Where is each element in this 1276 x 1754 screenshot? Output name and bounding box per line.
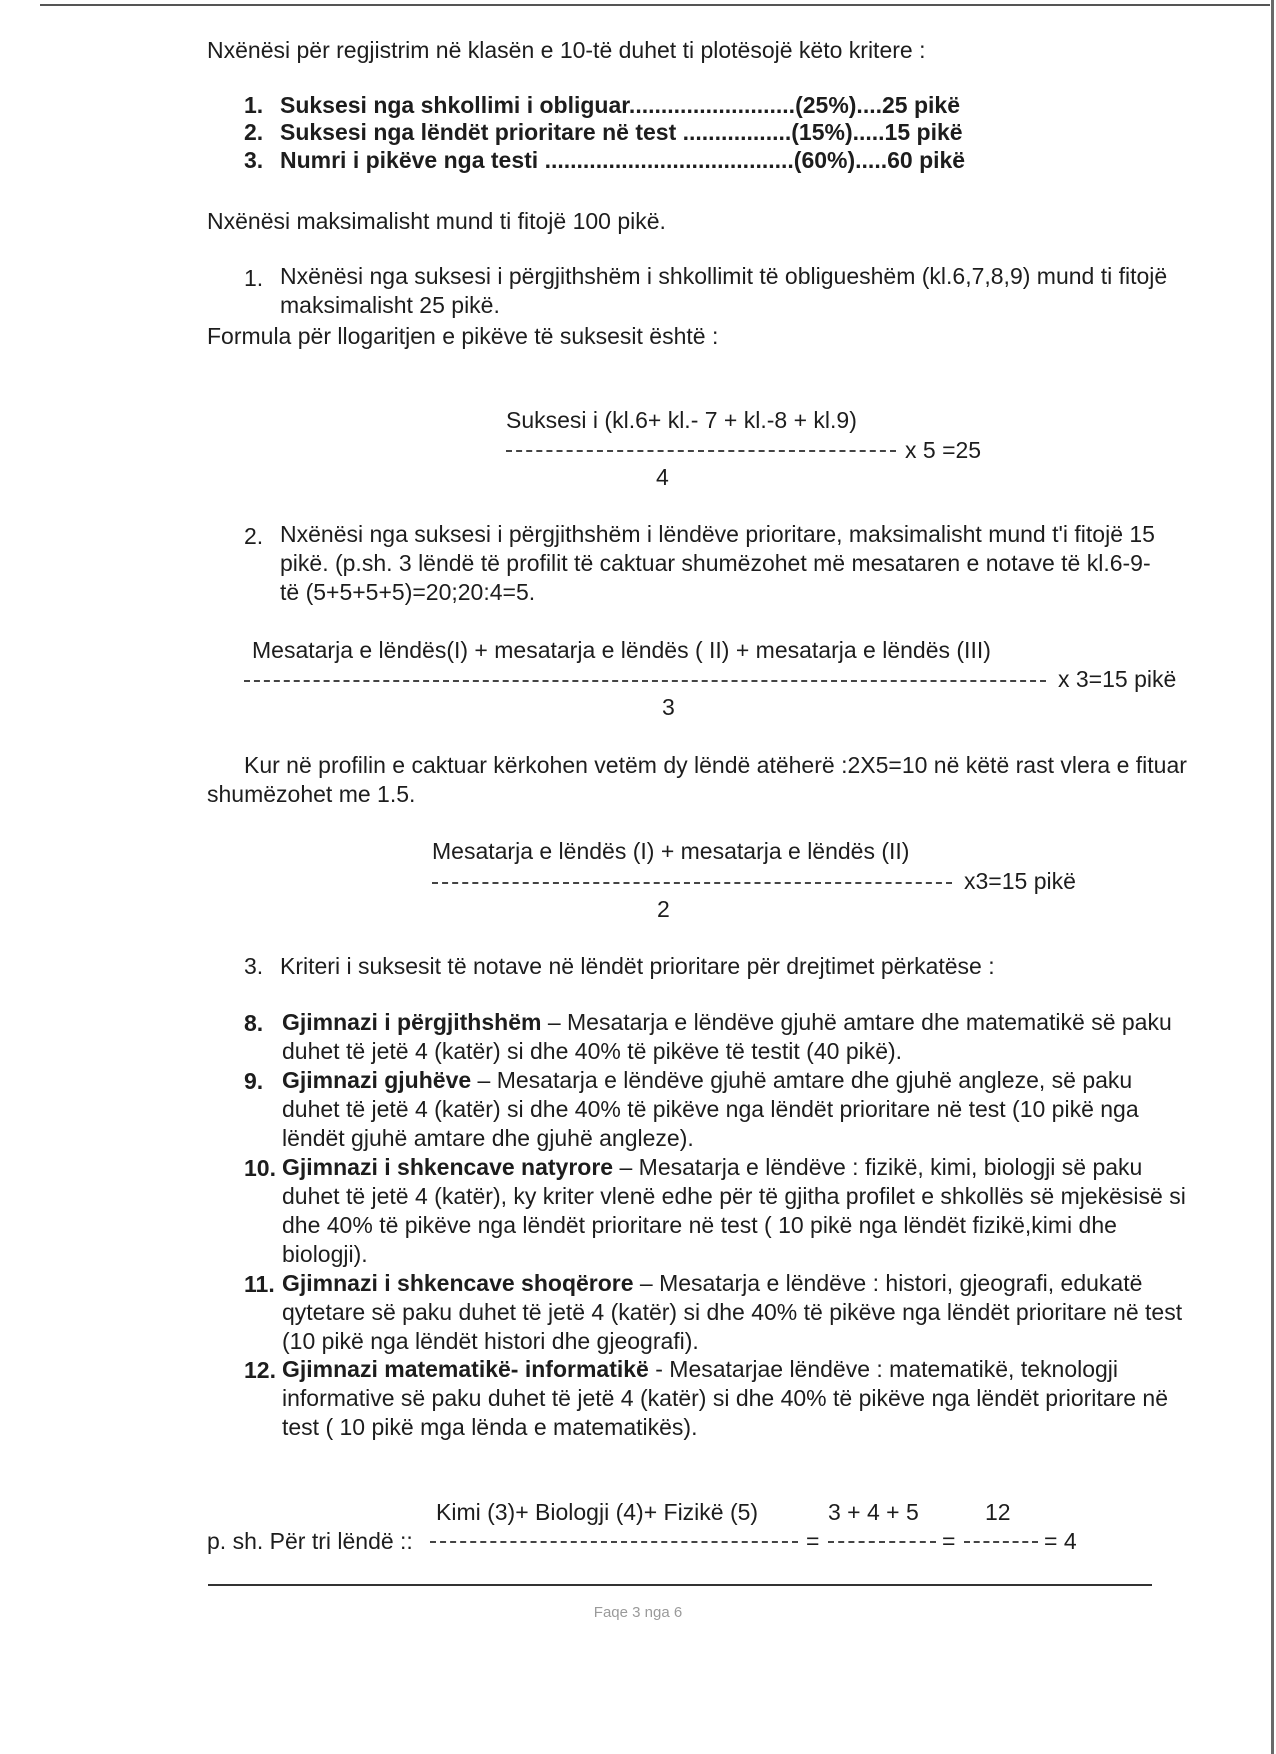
example-fraction-line-2 xyxy=(828,1541,936,1543)
item2-text: Nxënësi nga suksesi i përgjithshëm i lëndëve prioritare, maksimalisht mund t'i fitojë 15 pikë. (p.sh. 3 lëndë të profilit të caktuar shumëzohet më mesataren e notave të kl.6-9-të (5+5+5+5)=20;20:4=5. xyxy=(280,521,1155,605)
formula-intro: Formula për llogaritjen e pikëve të suksesit është : xyxy=(207,323,719,349)
page-number: Faqe 3 nga 6 xyxy=(593,1604,683,1621)
formula1-result: x 5 =25 xyxy=(905,437,982,463)
formula2-numerator: Mesatarja e lëndës(I) + mesatarja e lëndës ( II) + mesatarja e lëndës (III) xyxy=(252,637,991,663)
criterion-text: Suksesi nga lëndët prioritare në test .................(15%).....15 pikë xyxy=(280,119,963,145)
direction-math-informatics xyxy=(282,1355,1194,1442)
direction-title: Gjimnazi i përgjithshëm xyxy=(282,1009,542,1035)
direction-text: – Mesatarja e lëndëve : fizikë, kimi, biologji së paku duhet të jetë 4 (katër), ky kriter vlenë edhe për të gjitha profilet e shkollës së mjekësisë si dhe 40% të pikëve nga lëndët prioritare në test ( 10 pikë nga lëndët fizikë,kimi dhe biologji). xyxy=(282,1154,1186,1267)
direction-number: 10. xyxy=(244,1155,276,1181)
criterion-3 xyxy=(244,146,965,174)
formula2-result: x 3=15 pikë xyxy=(1058,666,1177,692)
formula1-denominator: 4 xyxy=(656,464,669,490)
item3-number: 3. xyxy=(244,953,264,979)
direction-number: 12. xyxy=(244,1357,276,1383)
criterion-number: 1. xyxy=(244,92,264,118)
item1-text: Nxënësi nga suksesi i përgjithshëm i shkollimit të obligueshëm (kl.6,7,8,9) mund ti fitojë maksimalisht 25 pikë. xyxy=(280,263,1168,318)
direction-number: 11. xyxy=(244,1271,275,1297)
direction-title: Gjimnazi gjuhëve xyxy=(282,1067,472,1093)
direction-social-sciences xyxy=(282,1269,1194,1356)
direction-title: Gjimnazi matematikë- informatikë xyxy=(282,1356,649,1382)
direction-number: 9. xyxy=(244,1068,264,1094)
direction-natural-sciences xyxy=(282,1153,1194,1269)
direction-text: - Mesatarjae lëndëve : matematikë, teknologji informative së paku duhet të jetë 4 (katër) si dhe 40% të pikëve nga lëndët prioritare në test ( 10 pikë mga lënda e matematikës). xyxy=(282,1356,1169,1440)
example-fraction-line-1 xyxy=(430,1541,798,1543)
two-subjects-note: Kur në profilin e caktuar kërkohen vetëm dy lëndë atëherë :2X5=10 në këtë rast vlera e fituar shumëzohet me 1.5. xyxy=(207,752,1187,807)
criterion-1 xyxy=(244,91,960,119)
direction-text: – Mesatarja e lëndëve gjuhë amtare dhe matematikë së paku duhet të jetë 4 (katër) si dhe 40% të pikëve të testit (40 pikë). xyxy=(282,1009,1172,1064)
criterion-2 xyxy=(244,118,963,146)
example-equals-1: = xyxy=(806,1528,820,1554)
example-subjects: Kimi (3)+ Biologji (4)+ Fizikë (5) xyxy=(436,1499,759,1525)
formula3-numerator: Mesatarja e lëndës (I) + mesatarja e lëndës (II) xyxy=(432,838,910,864)
formula2-denominator: 3 xyxy=(662,694,675,720)
example-sum: 3 + 4 + 5 xyxy=(828,1499,919,1525)
item3-text: Kriteri i suksesit të notave në lëndët prioritare për drejtimet përkatëse : xyxy=(280,953,995,979)
page-top-edge xyxy=(40,4,1270,6)
direction-languages xyxy=(282,1066,1194,1153)
criterion-number: 2. xyxy=(244,119,264,145)
item2-number: 2. xyxy=(244,523,264,549)
direction-number: 8. xyxy=(244,1010,264,1036)
direction-general xyxy=(282,1008,1194,1066)
formula1-fraction-line xyxy=(506,450,896,452)
direction-text: – Mesatarja e lëndëve gjuhë amtare dhe gjuhë angleze, së paku duhet të jetë 4 (katër) si dhe 40% të pikëve nga lëndët prioritare në test (10 pikë nga lëndët gjuhë amtare dhe gjuhë angleze). xyxy=(282,1067,1139,1151)
example-total: 12 xyxy=(985,1499,1011,1525)
footer-rule xyxy=(208,1584,1152,1586)
formula3-fraction-line xyxy=(432,882,952,884)
example-equals-2: = xyxy=(942,1528,956,1554)
example-label: p. sh. Për tri lëndë :: xyxy=(207,1528,413,1554)
formula3-result: x3=15 pikë xyxy=(964,868,1076,894)
criterion-number: 3. xyxy=(244,147,264,173)
direction-title: Gjimnazi i shkencave shoqërore xyxy=(282,1270,634,1296)
formula3-denominator: 2 xyxy=(657,896,670,922)
page-right-edge xyxy=(1271,0,1274,1754)
intro-text: Nxënësi për regjistrim në klasën e 10-të duhet ti plotësojë këto kritere : xyxy=(207,37,926,63)
direction-text: – Mesatarja e lëndëve : histori, gjeografi, edukatë qytetare së paku duhet të jetë 4 (katër) si dhe 40% të pikëve nga lëndët prioritare në test (10 pikë nga lëndët histori dhe gjeografi). xyxy=(282,1270,1183,1354)
formula1-numerator: Suksesi i (kl.6+ kl.- 7 + kl.-8 + kl.9) xyxy=(506,407,857,433)
example-fraction-line-3 xyxy=(964,1541,1038,1543)
example-equals-3: = 4 xyxy=(1044,1528,1077,1554)
formula2-fraction-line xyxy=(244,680,1046,682)
item1-number: 1. xyxy=(244,265,264,291)
direction-title: Gjimnazi i shkencave natyrore xyxy=(282,1154,614,1180)
criterion-text: Suksesi nga shkollimi i obliguar..........................(25%)....25 pikë xyxy=(280,92,960,118)
criterion-text: Numri i pikëve nga testi .......................................(60%).....60 pikë xyxy=(280,147,966,173)
max-points-text: Nxënësi maksimalisht mund ti fitojë 100 pikë. xyxy=(207,208,666,234)
